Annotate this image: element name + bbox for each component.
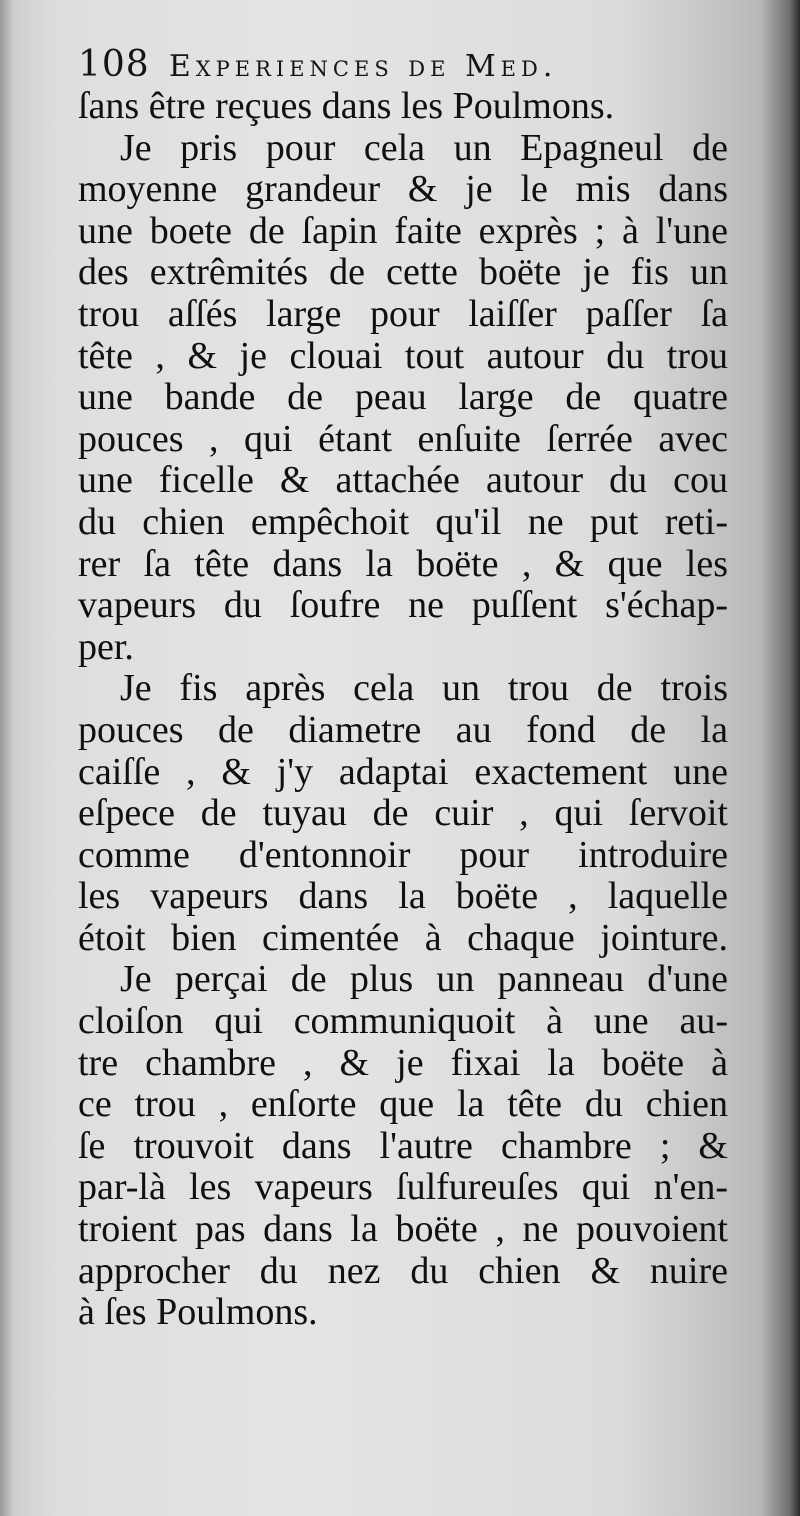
text-line: comme d'entonnoir pour introduire bbox=[78, 834, 728, 876]
text-line: à ſes Poulmons. bbox=[78, 1292, 318, 1334]
text-line: par-là les vapeurs ſulfureuſes qui n'en- bbox=[78, 1167, 728, 1209]
text-line: per. bbox=[78, 626, 134, 668]
text-line: pouces de diametre au fond de la bbox=[78, 709, 728, 751]
text-line: Je fis après cela un trou de trois bbox=[120, 668, 728, 710]
text-line: une bande de peau large de quatre bbox=[78, 377, 728, 419]
text-line: une ficelle & attachée autour du cou bbox=[78, 460, 728, 502]
text-line: caiſſe , & j'y adaptai exactement une bbox=[78, 751, 728, 793]
body-text bbox=[78, 86, 728, 1334]
text-line: tête , & je clouai tout autour du trou bbox=[78, 335, 728, 377]
text-line: ſe trouvoit dans l'autre chambre ; & bbox=[78, 1125, 728, 1167]
text-line: une boete de ſapin faite exprès ; à l'une bbox=[78, 210, 728, 252]
page-header bbox=[78, 44, 678, 90]
text-line: étoit bien cimentée à chaque jointure. bbox=[78, 917, 728, 959]
text-line: vapeurs du ſoufre ne puſſent s'échap- bbox=[78, 585, 728, 627]
text-line: tre chambre , & je fixai la boëte à bbox=[78, 1042, 728, 1084]
text-line: ſans être reçues dans les Poulmons. bbox=[78, 86, 615, 127]
text-line: ce trou , enſorte que la tête du chien bbox=[78, 1084, 728, 1126]
text-line: les vapeurs dans la boëte , laquelle bbox=[78, 876, 728, 918]
page-number: 108 bbox=[78, 44, 150, 85]
text-line: cloiſon qui communiquoit à une au- bbox=[78, 1001, 728, 1043]
text-line: eſpece de tuyau de cuir , qui ſervoit bbox=[78, 793, 728, 835]
text-line: troient pas dans la boëte , ne pouvoient bbox=[78, 1209, 728, 1251]
text-line: approcher du nez du chien & nuire bbox=[78, 1250, 728, 1292]
text-line: rer ſa tête dans la boëte , & que les bbox=[78, 543, 728, 585]
text-line: moyenne grandeur & je le mis dans bbox=[78, 169, 728, 211]
text-line: des extrêmités de cette boëte je fis un bbox=[78, 252, 728, 294]
text-line: trou aſſés large pour laiſſer paſſer ſa bbox=[78, 293, 728, 335]
running-title: Experiences de Med. bbox=[168, 49, 558, 84]
text-line: pouces , qui étant enſuite ſerrée avec bbox=[78, 418, 728, 460]
text-line: Je perçai de plus un panneau d'une bbox=[120, 959, 728, 1001]
text-line: Je pris pour cela un Epagneul de bbox=[120, 127, 728, 169]
text-line: du chien empêchoit qu'il ne put reti- bbox=[78, 501, 728, 543]
